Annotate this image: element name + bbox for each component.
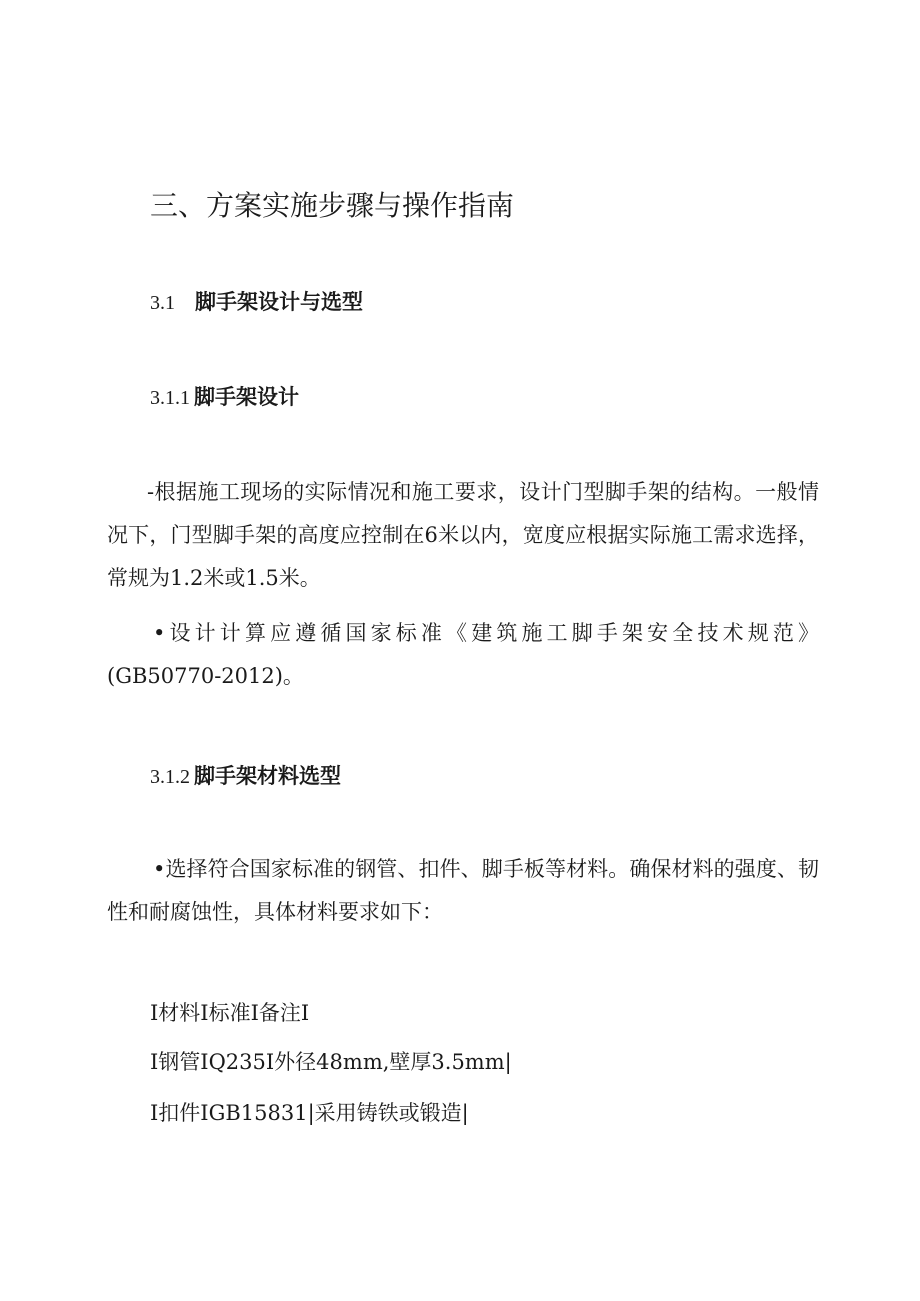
subsection-heading-materials: [150, 760, 341, 790]
section-title: 脚手架设计与选型: [195, 290, 363, 314]
section-heading: [150, 286, 363, 316]
subsection-title: 脚手架材料选型: [194, 764, 341, 788]
materials-paragraph: •选择符合国家标准的钢管、扣件、脚手板等材料。确保材料的强度、韧性和耐腐蚀性，具体材料要求如下：: [107, 857, 819, 924]
standard-paragraph: •设计计算应遵循国家标准《建筑施工脚手架安全技术规范》(GB50770-2012)。: [107, 621, 819, 688]
table-row: I扣件IGB15831|采用铸铁或锻造|: [150, 1101, 469, 1125]
subsection-number: 3.1.1: [150, 387, 190, 409]
table-row: I钢管IQ235I外径48mm,壁厚3.5mm|: [150, 1050, 512, 1074]
subsection-heading-design: [150, 381, 299, 411]
design-paragraph: -根据施工现场的实际情况和施工要求，设计门型脚手架的结构。一般情况下，门型脚手架的高度应控制在6米以内，宽度应根据实际施工需求选择，常规为1.2米或1.5米。: [107, 480, 819, 590]
subsection-title: 脚手架设计: [194, 385, 299, 409]
chapter-title: 三、方案实施步骤与操作指南: [150, 189, 515, 222]
subsection-number: 3.1.2: [150, 766, 190, 788]
table-row-header: I材料I标准I备注I: [150, 1001, 310, 1025]
section-number: 3.1: [150, 292, 175, 314]
